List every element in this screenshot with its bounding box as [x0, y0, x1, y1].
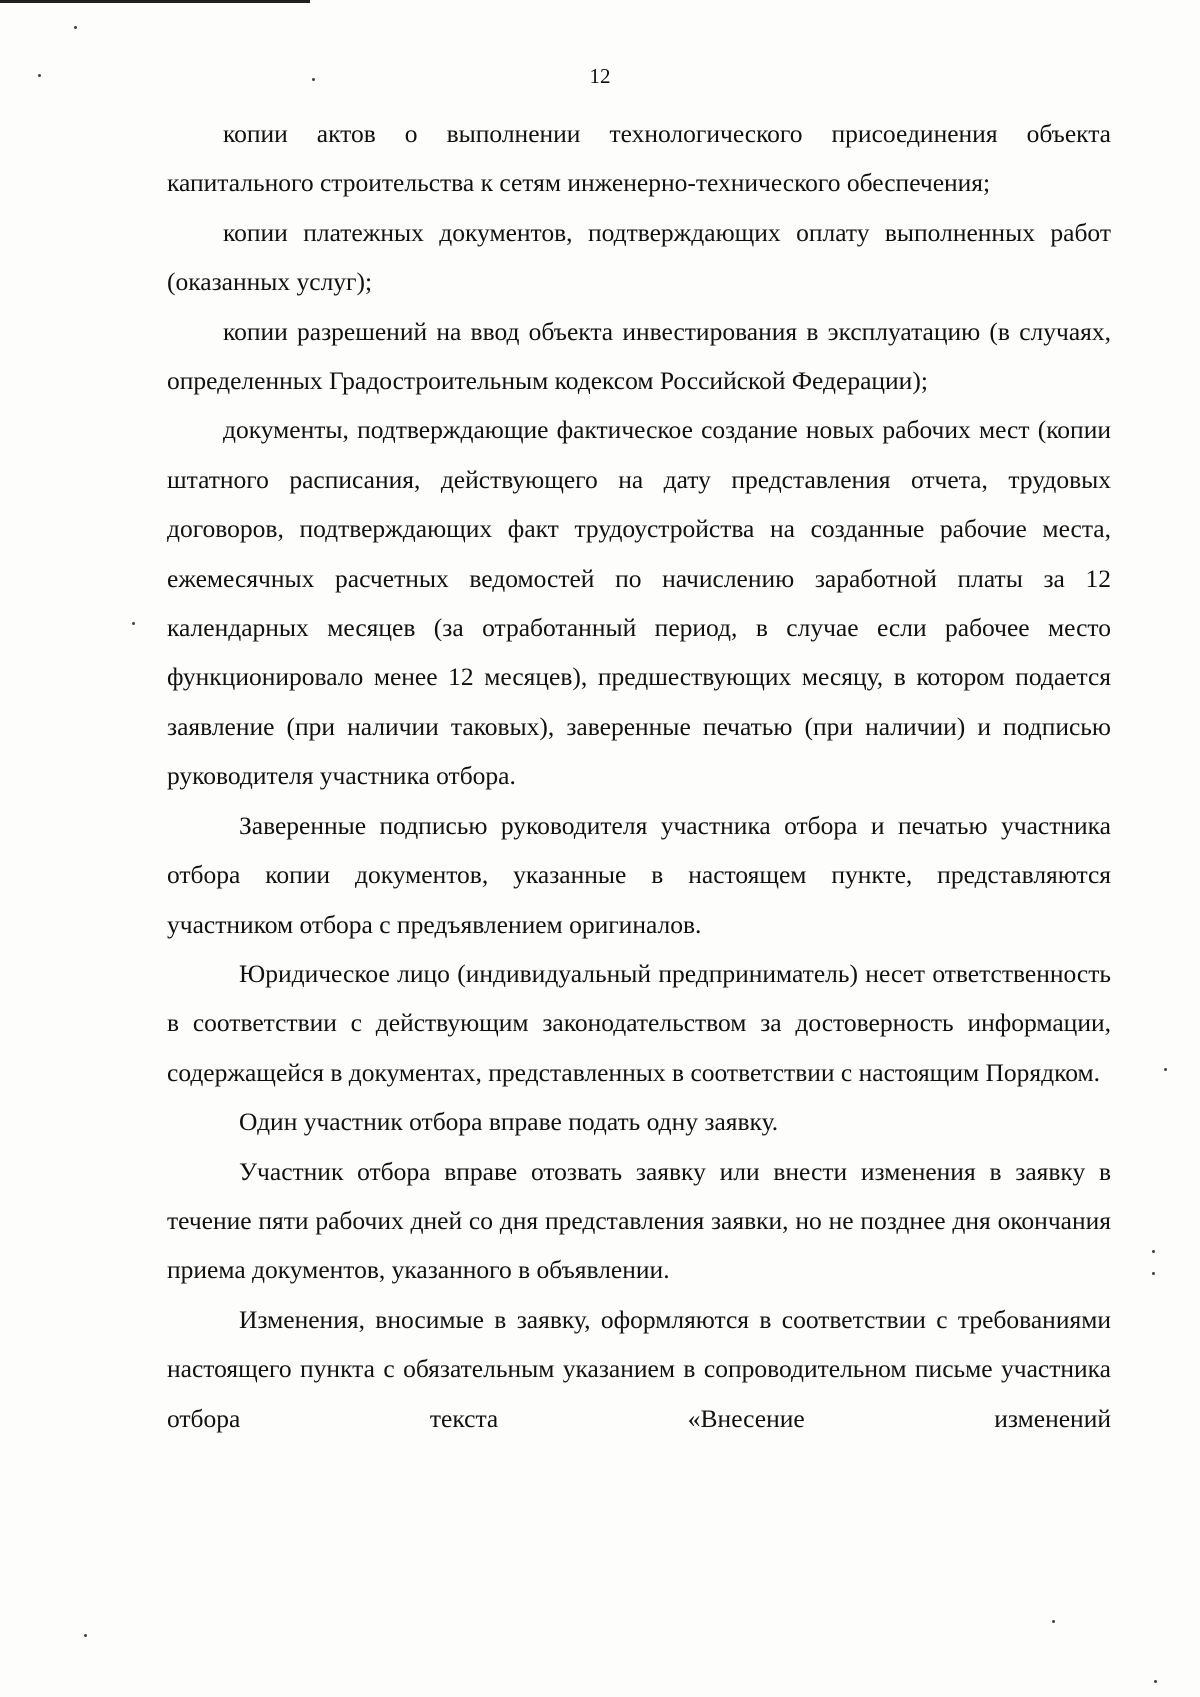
scan-speck — [1152, 1272, 1155, 1275]
scan-speck — [1052, 1620, 1055, 1623]
scan-speck — [312, 78, 315, 81]
paragraph: Заверенные подписью руководителя участника отбора и печатью участника отбора копии документов, указанные в настоящем пункте, представляются участником отбора с предъявлением оригиналов. — [167, 810, 1111, 939]
paragraph: Изменения, вносимые в заявку, оформляются в соответствии с требованиями настоящего пункта с обязательным указанием в сопроводительном письме участника отбора текста «Внесение изменений — [167, 1304, 1111, 1433]
paragraph: копии актов о выполнении технологического присоединения объекта капитального строительства к сетям инженерно-технического обеспечения; — [167, 119, 1111, 198]
scan-speck — [1152, 1250, 1155, 1253]
scan-speck — [74, 26, 77, 29]
paragraph: копии платежных документов, подтверждающих оплату выполненных работ (оказанных услуг); — [167, 217, 1111, 297]
scan-speck — [1164, 1068, 1167, 1071]
scan-edge-rule — [0, 0, 310, 3]
scan-speck — [1154, 1680, 1157, 1683]
page-number: 12 — [589, 64, 611, 88]
paragraph: копии разрешений на ввод объекта инвестирования в эксплуатацию (в случаях, определенных Градостроительным кодексом Российской Федерации); — [167, 316, 1111, 396]
paragraph: Юридическое лицо (индивидуальный предприниматель) несет ответственность в соответствии с действующим законодательством за достоверность информации, содержащейся в документах, представленных в соответствии с настоящим Порядком. — [167, 958, 1111, 1087]
scan-speck — [84, 1634, 87, 1637]
paragraph: Один участник отбора вправе подать одну заявку. — [239, 1107, 779, 1137]
document-body — [167, 109, 1111, 1443]
paragraph: документы, подтверждающие фактическое создание новых рабочих мест (копии штатного расписания, действующего на дату представления отчета, трудовых договоров, подтверждающих факт трудоустройства на созданные рабочие места, ежемесячных расчетных ведомостей по начислению заработной платы за 12 календарных месяцев (за отработанный период, в случае если рабочее место функционировало менее 12 месяцев), предшествующих месяцу, в котором подается заявление (при наличии таковых), заверенные печатью (при наличии) и подписью руководителя участника отбора. — [167, 415, 1111, 791]
scan-speck — [132, 622, 135, 625]
scan-speck — [38, 74, 41, 77]
paragraph: Участник отбора вправе отозвать заявку или внести изменения в заявку в течение пяти рабочих дней со дня представления заявки, но не позднее дня окончания приема документов, указанного в объявлении. — [167, 1156, 1111, 1285]
